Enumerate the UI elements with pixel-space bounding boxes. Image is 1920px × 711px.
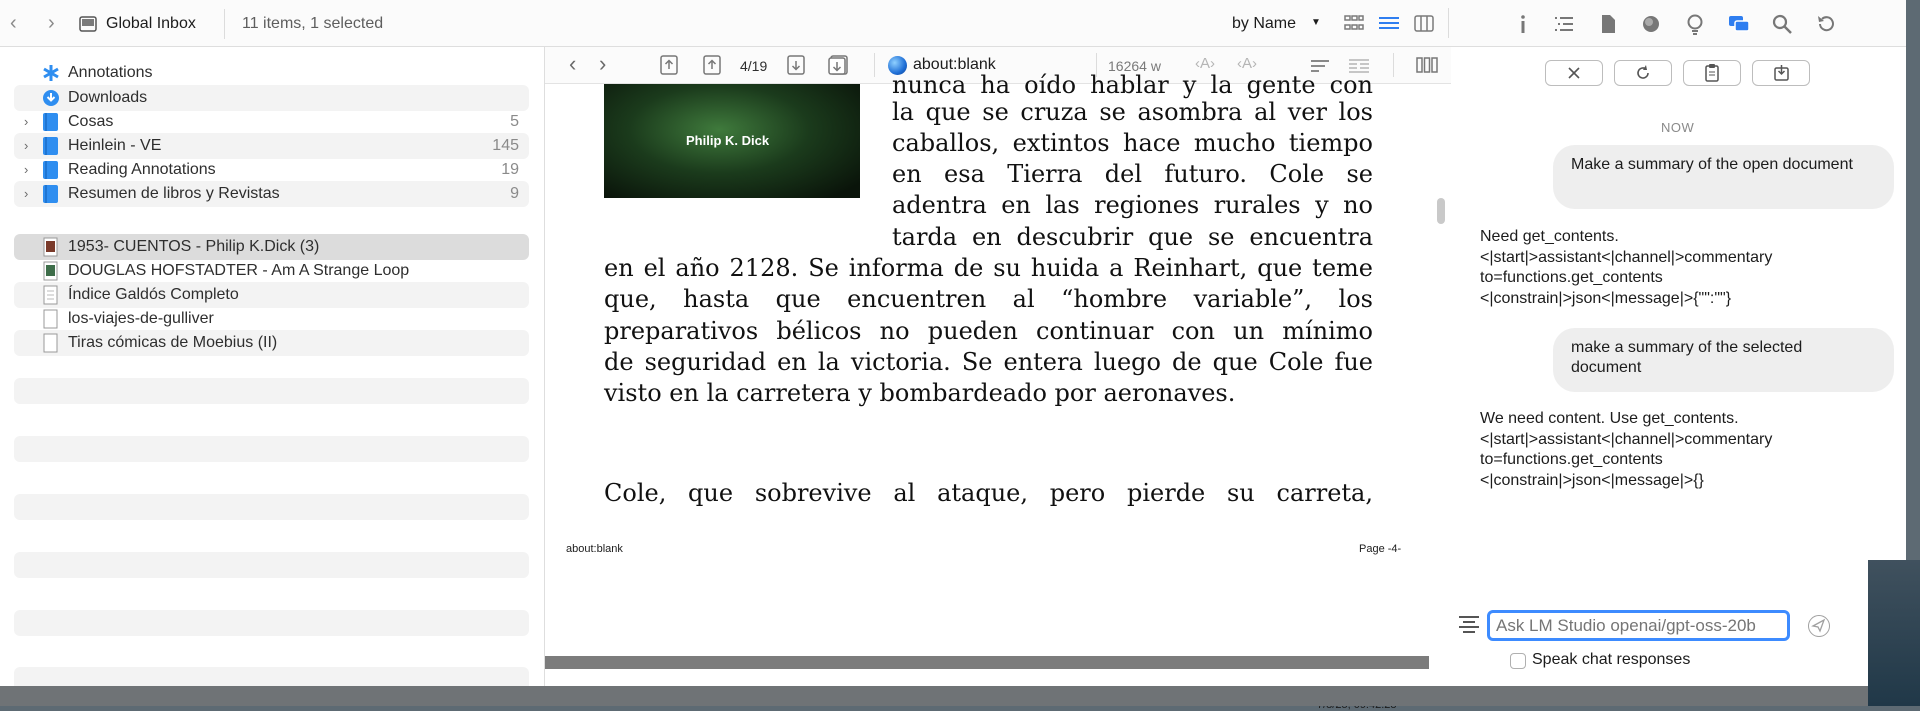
search-icon[interactable] [1771,13,1793,35]
sidebar-item-galdos[interactable] [14,282,529,308]
empty-row [14,378,529,404]
sidebar-item-moebius[interactable] [14,330,529,356]
speak-responses-label[interactable]: Speak chat responses [1532,651,1691,668]
send-button[interactable] [1808,615,1830,637]
user-message: make a summary of the selected document [1553,328,1894,392]
back-icon[interactable]: ‹ [10,12,17,34]
sidebar-item-count: 5 [510,113,519,130]
document-viewer[interactable] [545,71,1429,686]
chat-pane [1452,47,1906,686]
icon-view-icon[interactable] [1344,15,1364,32]
text-line: que, hasta que encuentren al “hombre variable”, los [604,285,1373,313]
increase-font-icon[interactable]: ‹A› [1237,55,1257,72]
sidebar-item-label: Heinlein - VE [68,137,162,154]
text-line: adentra en las regiones rurales y no [892,191,1373,219]
sort-menu[interactable]: by Name [1232,15,1297,32]
refresh-icon [1615,61,1671,85]
page-footer-number: Page -4- [1359,543,1402,555]
sidebar-item-label: Downloads [68,89,148,106]
text-line: en esa Tierra del futuro. Cole se [892,160,1373,188]
previous-document-icon[interactable]: ‹ [569,51,577,76]
list-view-icon[interactable] [1379,15,1399,32]
text-line: de seguridad en la victoria. Se entera luego de que Cole fue [604,348,1373,376]
text-line: preparativos bélicos no pueden continuar con un mínimo [604,317,1373,345]
folder-icon [42,185,59,203]
sidebar-item-label: Tiras cómicas de Moebius (II) [68,334,278,351]
item-count-label: 11 items, 1 selected [242,15,384,32]
sidebar-item-label: 1953- CUENTOS - Philip K.Dick (3) [68,238,320,255]
sidebar-item-label: Cosas [68,113,114,130]
pdf-icon [42,334,59,352]
sidebar [0,47,545,686]
scrollbar[interactable] [1429,84,1451,686]
document-pane [545,47,1451,686]
sidebar-item-reading-annotations[interactable] [14,157,529,183]
sidebar-item-label: los-viajes-de-gulliver [68,310,214,327]
sidebar-item-resumen[interactable] [14,181,529,207]
text-format-icon[interactable] [1458,615,1480,635]
pdf-icon [42,262,59,280]
copy-chat-button[interactable] [1683,60,1741,86]
sidebar-item-heinlein[interactable] [14,133,529,159]
sidebar-item-cuentos-selected[interactable] [14,234,529,260]
sidebar-item-gulliver[interactable] [14,306,529,332]
word-count: 16264 w [1108,58,1161,74]
sidebar-item-cosas[interactable] [14,109,529,135]
next-document-icon[interactable]: › [599,51,607,76]
inbox-icon [78,15,98,33]
regenerate-button[interactable] [1614,60,1672,86]
chat-icon[interactable] [1728,13,1750,35]
asterisk-icon [42,64,59,82]
toolbar-divider [1393,53,1394,77]
sidebar-item-count: 145 [492,137,519,154]
sidebar-item-annotations[interactable] [14,60,529,86]
sidebar-item-label: Annotations [68,64,153,81]
forward-icon[interactable]: › [48,12,55,34]
sidebar-item-count: 9 [510,185,519,202]
text-line: caballos, extintos hace mucho tiempo [892,129,1373,157]
toolbar-divider [874,53,875,77]
text-line: en el año 2128. Se informa de su huida a Reinhart, que teme [604,254,1373,282]
disclosure-chevron-icon[interactable]: › [24,114,29,129]
close-icon [1546,61,1602,85]
decrease-font-icon[interactable]: ‹A› [1195,55,1215,72]
pdf-icon [42,310,59,328]
next-page-icon[interactable] [787,55,805,75]
text-line: Cole, que sobrevive al ataque, pero pierde su carreta, [604,479,1373,507]
save-icon [1753,61,1809,85]
first-page-icon[interactable] [660,55,678,75]
lightbulb-icon[interactable] [1684,13,1706,35]
book-cover-image [604,84,860,198]
folder-icon [42,161,59,179]
view-options-icon[interactable] [1416,56,1438,74]
disclosure-chevron-icon[interactable]: › [24,186,29,201]
info-icon[interactable] [1512,13,1534,35]
empty-row [14,552,529,578]
page-footer-url: about:blank [566,543,623,555]
sidebar-item-label: Índice Galdós Completo [68,286,239,303]
sidebar-item-label: DOUGLAS HOFSTADTER - Am A Strange Loop [68,262,410,279]
text-line: la que se cruza se asombra al ver los [892,98,1373,126]
empty-row [14,436,529,462]
book-cover-caption: Philip K. Dick [686,133,770,148]
document-url[interactable]: about:blank [913,56,996,73]
history-icon[interactable] [1815,13,1837,35]
sidebar-item-label: Resumen de libros y Revistas [68,185,280,202]
speak-responses-checkbox[interactable] [1510,653,1526,669]
chat-input[interactable] [1487,610,1790,641]
save-chat-button[interactable] [1752,60,1810,86]
send-icon [1809,616,1828,635]
toc-icon[interactable] [1553,13,1575,35]
page-indicator[interactable]: 4/19 [740,58,768,74]
sidebar-item-label: Reading Annotations [68,161,216,178]
user-message: Make a summary of the open document [1553,145,1894,209]
pdf-icon [42,286,59,304]
previous-page-icon[interactable] [703,55,721,75]
chat-timestamp: NOW [1661,120,1695,135]
assistant-message: We need content. Use get_contents. <|start|>assistant<|channel|>commentary to=functions.get_contents <|constrain|>json<|message|>{} [1480,410,1773,489]
scrollbar-thumb[interactable] [1437,198,1445,224]
disclosure-chevron-icon[interactable]: › [24,138,29,153]
clear-chat-button[interactable] [1545,60,1603,86]
inbox-title: Global Inbox [106,15,196,32]
last-page-icon[interactable] [828,55,848,75]
text-line: visto en la carretera y bombardeado por aeronaves. [604,379,1236,407]
sort-caret-icon[interactable]: ▼ [1311,17,1321,28]
folder-icon [42,113,59,131]
sidebar-item-count: 19 [501,161,519,178]
text-line: tarda en descubrir que se encuentra [892,223,1373,251]
clipboard-icon [1684,61,1740,85]
folder-icon [42,137,59,155]
tag-icon[interactable] [1640,13,1662,35]
columns-view-icon[interactable] [1414,15,1434,32]
empty-row [14,494,529,520]
sidebar-item-hofstadter[interactable] [14,258,529,284]
text-line: nunca ha oído hablar y la gente con [892,71,1373,99]
disclosure-chevron-icon[interactable]: › [24,162,29,177]
document-icon[interactable] [1597,13,1619,35]
desktop-background [1868,560,1920,706]
sidebar-item-downloads[interactable] [14,85,529,111]
inbox-selector[interactable] [78,9,225,39]
page-separator [545,656,1429,669]
empty-row [14,610,529,636]
desktop-background [0,686,1920,706]
download-icon [42,89,59,107]
pdf-icon [42,238,59,256]
assistant-message: Need get_contents. <|start|>assistant<|channel|>commentary to=functions.get_contents <|constrain|>json<|message|>{"":""} [1480,228,1773,307]
main-toolbar [0,0,1906,47]
toolbar-divider [1448,8,1449,38]
